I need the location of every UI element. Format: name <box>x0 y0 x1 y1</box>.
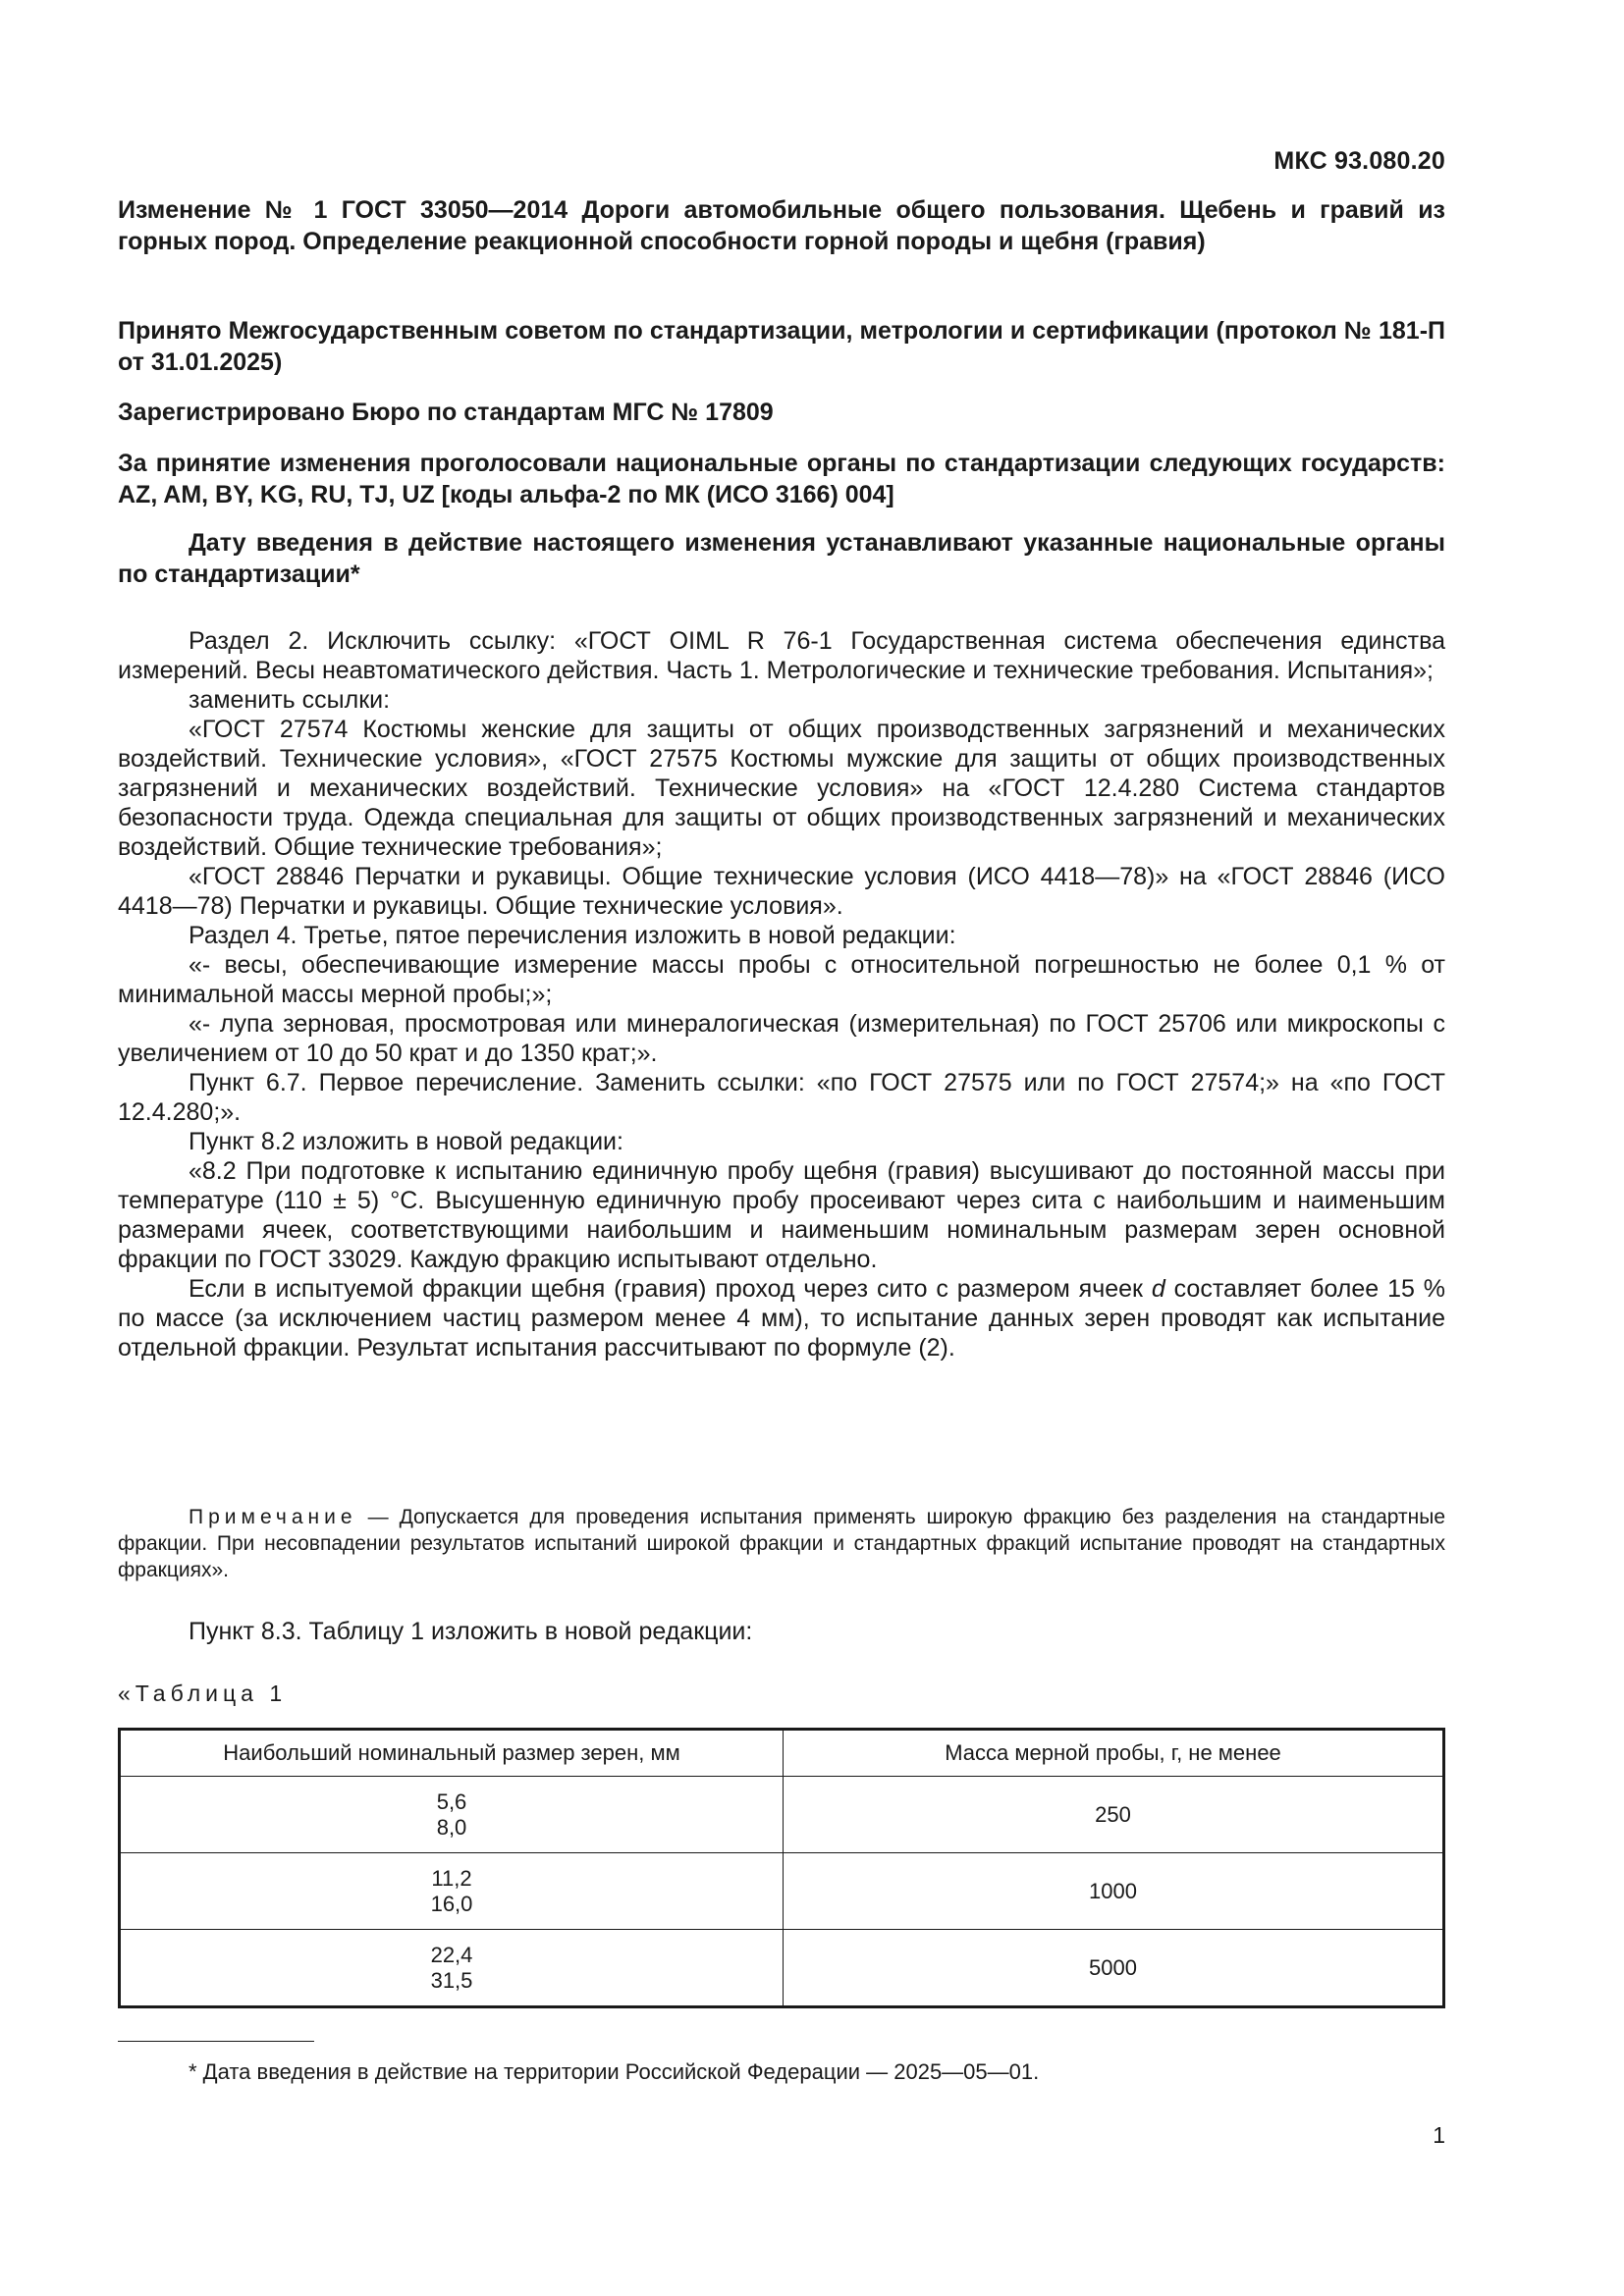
note <box>118 1504 1445 1583</box>
text-run: Если в испытуемой фракции щебня (гравия) проход через сито с размером ячеек <box>189 1275 1152 1303</box>
page-number: 1 <box>1433 2122 1445 2148</box>
voting-states: За принятие изменения проголосовали национальные органы по стандартизации следующих государств: AZ, AM, BY, KG, RU, TJ, UZ [коды альфа-2 по МК (ИСО 3166) 004] <box>118 450 1445 508</box>
sample-mass-cell: 1000 <box>784 1853 1444 1930</box>
paragraph <box>118 1274 1445 1362</box>
accepted-by: Принято Межгосударственным советом по стандартизации, метрологии и сертификации (протокол № 181-П от 31.01.2025) <box>118 317 1445 376</box>
grain-size-cell <box>120 1853 784 1930</box>
table-1 <box>118 1728 1445 2008</box>
paragraph: «8.2 При подготовке к испытанию единичную пробу щебня (гравия) высушивают до постоянной массы при температуре (110 ± 5) °С. Высушенную единичную пробу просеивают через сита с наибольшим и наименьшим размерами ячеек, соответствующими наибольшим и наименьшим номинальным размерам зерен основной фракции по ГОСТ 33029. Каждую фракцию испытывают отдельно. <box>118 1157 1445 1273</box>
grain-size-value: 31,5 <box>430 1967 473 1993</box>
paragraph: «- весы, обеспечивающие измерение массы пробы с относительной погрешностью не более 0,1 % от минимальной массы мерной пробы;»; <box>118 951 1445 1008</box>
footnote: * Дата введения в действие на территории Российской Федерации — 2025—05—01. <box>189 2059 1040 2084</box>
mks-code: МКС 93.080.20 <box>1273 147 1445 175</box>
note-label: Примечание <box>189 1506 357 1528</box>
effective-date-note: Дату введения в действие настоящего изменения устанавливают указанные национальные органы по стандартизации* <box>118 529 1445 588</box>
text-run: составляет более 15 % по массе (за исключением частиц размером менее 4 мм), то испытание данных зерен проводят как испытание отдельной фракции. Результат испытания рассчитывают по формуле (2). <box>118 1275 1445 1362</box>
grain-size-value: 8,0 <box>436 1814 467 1840</box>
paragraph: «ГОСТ 28846 Перчатки и рукавицы. Общие технические условия (ИСО 4418—78)» на «ГОСТ 28846 (ИСО 4418—78) Перчатки и рукавицы. Общие технические условия». <box>118 863 1445 920</box>
paragraph: заменить ссылки: <box>189 686 391 714</box>
grain-size-value: 11,2 <box>431 1865 472 1891</box>
clause-8-3: Пункт 8.3. Таблицу 1 изложить в новой редакции: <box>189 1618 753 1645</box>
paragraph: Раздел 2. Исключить ссылку: «ГОСТ OIML R 76-1 Государственная система обеспечения единства измерений. Весы неавтоматического действия. Часть 1. Метрологические и технические требования. Испытания»; <box>118 627 1445 684</box>
grain-size-cell <box>120 1930 784 2007</box>
sample-mass-cell: 5000 <box>784 1930 1444 2007</box>
grain-size-value: 5,6 <box>436 1789 467 1814</box>
table-row <box>120 1853 1444 1930</box>
table-caption: «Таблица 1 <box>118 1681 288 1706</box>
paragraph: Пункт 8.2 изложить в новой редакции: <box>189 1128 623 1155</box>
footnote-divider <box>118 2041 314 2042</box>
note-text: — Допускается для проведения испытания применять широкую фракцию без разделения на стандартные фракции. При несовпадении результатов испытаний широкой фракции и стандартных фракций испытание проводят на стандартных фракциях». <box>118 1506 1445 1581</box>
grain-size-value: 22,4 <box>430 1942 473 1967</box>
table-row <box>120 1777 1444 1853</box>
table-header-row <box>120 1730 1444 1777</box>
paragraph: Пункт 6.7. Первое перечисление. Заменить ссылки: «по ГОСТ 27575 или по ГОСТ 27574;» на «по ГОСТ 12.4.280;». <box>118 1069 1445 1126</box>
change-title: Изменение № 1 ГОСТ 33050—2014 Дороги автомобильные общего пользования. Щебень и гравий из горных пород. Определение реакционной способности горной породы и щебня (гравия) <box>118 196 1445 255</box>
sample-mass-cell: 250 <box>784 1777 1444 1853</box>
column-header: Масса мерной пробы, г, не менее <box>784 1730 1444 1777</box>
table-row <box>120 1930 1444 2007</box>
grain-size-cell <box>120 1777 784 1853</box>
change-body <box>118 626 1445 1362</box>
grain-size-value: 16,0 <box>430 1891 473 1916</box>
registration-line: Зарегистрировано Бюро по стандартам МГС № 17809 <box>118 399 774 426</box>
variable-d: d <box>1151 1275 1165 1303</box>
paragraph: «- лупа зерновая, просмотровая или минералогическая (измерительная) по ГОСТ 25706 или микроскопы с увеличением от 10 до 50 крат и до 1350 крат;». <box>118 1010 1445 1067</box>
paragraph: «ГОСТ 27574 Костюмы женские для защиты от общих производственных загрязнений и механических воздействий. Технические условия», «ГОСТ 27575 Костюмы мужские для защиты от общих производственных загрязнений и механических воздействий. Технические условия» на «ГОСТ 12.4.280 Система стандартов безопасности труда. Одежда специальная для защиты от общих производственных загрязнений и механических воздействий. Общие технические требования»; <box>118 716 1445 861</box>
column-header: Наибольший номинальный размер зерен, мм <box>120 1730 784 1777</box>
paragraph: Раздел 4. Третье, пятое перечисления изложить в новой редакции: <box>189 922 956 949</box>
